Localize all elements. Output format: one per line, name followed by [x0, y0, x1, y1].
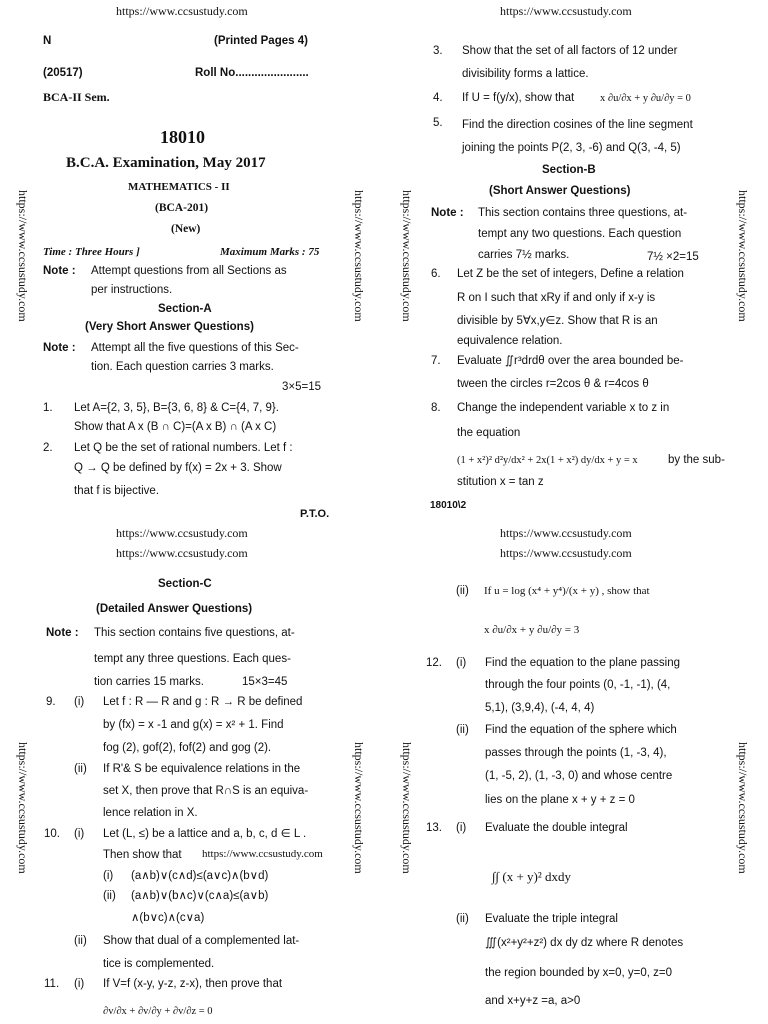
q9i-line-3: fog (2), gof(2), fof(2) and gog (2).: [103, 742, 272, 754]
side-url-left: https://www.ccsustudy.com: [400, 190, 414, 322]
q8-line-3: by the sub-: [668, 454, 725, 466]
q9i-line-2: by (fx) = x -1 and g(x) = x² + 1. Find: [103, 719, 284, 731]
header-url-2: https://www.ccsustudy.com: [116, 546, 248, 560]
header-url: https://www.ccsustudy.com: [500, 4, 632, 18]
q12i-line-2: through the four points (0, -1, -1), (4,: [485, 679, 671, 691]
section-a-note-2: tion. Each question carries 3 marks.: [91, 361, 274, 373]
page-bottom-left: [0, 512, 384, 1024]
q9ii-line-1: If R'& S be equivalence relations in the: [103, 763, 301, 775]
q10i-line-2: Then show that: [103, 849, 182, 861]
q10ii-number: (ii): [74, 935, 87, 947]
section-a-note-1: Attempt all the five questions of this Sec-: [91, 342, 299, 354]
q8-line-2: the equation: [457, 427, 521, 439]
q1-line-1: Let A={2, 3, 5}, B={3, 6, 8} & C={4, 7, 9}.: [74, 402, 279, 414]
q2-line-3: that f is bijective.: [74, 485, 160, 497]
q13-number: 13.: [426, 822, 442, 834]
q5-line-2: joining the points P(2, 3, -6) and Q(3, -4, 5): [462, 142, 681, 154]
q5-line-1: Find the direction cosines of the line segment: [462, 119, 693, 131]
q9ii-line-3: lence relation in X.: [103, 807, 198, 819]
section-c-subtitle: (Detailed Answer Questions): [96, 603, 253, 615]
q12i-line-1: Find the equation to the plane passing: [485, 657, 681, 669]
q7-line-2: tween the circles r=2cos θ & r=4cos θ: [457, 378, 649, 390]
q1-line-2: Show that A x (B ∩ C)=(A x B) ∩ (A x C): [74, 421, 277, 433]
exam-title: B.C.A. Examination, May 2017: [66, 155, 266, 171]
q6-line-4: equivalence relation.: [457, 335, 563, 347]
max-marks: Maximum Marks : 75: [220, 246, 320, 258]
paper-code-n: N: [43, 35, 52, 47]
section-a-marks: 3×5=15: [282, 381, 322, 393]
section-b-subtitle: (Short Answer Questions): [489, 185, 631, 197]
page-top-left: [0, 0, 384, 520]
q11i-number: (i): [74, 978, 85, 990]
section-c-note-label: Note :: [46, 627, 79, 639]
q1-number: 1.: [43, 402, 53, 414]
q11-number: 11.: [44, 978, 60, 990]
q12ii-line-2: passes through the points (1, -3, 4),: [485, 747, 667, 759]
q10i-line-1: Let (L, ≤) be a lattice and a, b, c, d ∈ L .: [103, 828, 307, 840]
q10ii-line-1: Show that dual of a complemented lat-: [103, 935, 300, 947]
q4-equation: x ∂u/∂x + y ∂u/∂y = 0: [600, 93, 691, 104]
q2-line-1: Let Q be the set of rational numbers. Let f :: [74, 442, 293, 454]
q12ii-line-3: (1, -5, 2), (1, -3, 0) and whose centre: [485, 770, 673, 782]
q6-line-2: R on I such that xRy if and only if x-y is: [457, 292, 656, 304]
q9-number: 9.: [46, 696, 56, 708]
q12i-number: (i): [456, 657, 467, 669]
q10-sub-i-number: (i): [103, 870, 114, 882]
q11ii-equation: x ∂u/∂x + y ∂u/∂y = 3: [484, 624, 580, 636]
footer-code: 18010\2: [430, 500, 467, 511]
q12i-line-3: 5,1), (3,9,4), (-4, 4, 4): [485, 702, 595, 714]
section-a-note-label: Note :: [43, 342, 76, 354]
q4-number: 4.: [433, 92, 443, 104]
q10-sub-i-equation: (a∧b)∨(c∧d)≤(a∨c)∧(b∨d): [131, 870, 269, 882]
q2-line-2: Q → Q be defined by f(x) = 2x + 3. Show: [74, 462, 282, 474]
q8-line-4: stitution x = tan z: [457, 476, 544, 488]
q10ii-line-2: tice is complemented.: [103, 958, 215, 970]
semester: BCA-II Sem.: [43, 90, 110, 104]
header-url: https://www.ccsustudy.com: [116, 4, 248, 18]
q10i-number: (i): [74, 828, 85, 840]
q12ii-line-1: Find the equation of the sphere which: [485, 724, 677, 736]
q8-equation: (1 + x²)² d²y/dx² + 2x(1 + x²) dy/dx + y = x: [457, 455, 638, 466]
section-b-title: Section-B: [542, 164, 596, 176]
page-bottom-right: [384, 512, 768, 1024]
page-top-right: [384, 0, 768, 512]
q12ii-number: (ii): [456, 724, 469, 736]
section-c-note-1: This section contains five questions, at-: [94, 627, 295, 639]
inline-url: https://www.ccsustudy.com: [202, 848, 323, 860]
note-text-2: per instructions.: [91, 284, 173, 296]
q11i-line-1: If V=f (x-y, y-z, z-x), then prove that: [103, 978, 283, 990]
section-c-marks: 15×3=45: [242, 676, 288, 688]
side-url-left: https://www.ccsustudy.com: [16, 190, 30, 322]
q2-number: 2.: [43, 442, 53, 454]
new-label: (New): [171, 223, 201, 235]
q9i-line-1: Let f : R — R and g : R → R be defined: [103, 696, 303, 708]
q6-line-1: Let Z be the set of integers, Define a relation: [457, 268, 684, 280]
side-url-right: https://www.ccsustudy.com: [352, 742, 366, 874]
note-text-1: Attempt questions from all Sections as: [91, 265, 287, 277]
section-c-note-2: tempt any three questions. Each ques-: [94, 653, 291, 665]
q12ii-line-4: lies on the plane x + y + z = 0: [485, 794, 635, 806]
roll-no: Roll No.......................: [195, 67, 309, 79]
q13i-line-1: Evaluate the double integral: [485, 822, 628, 834]
q10-sub-ii-equation-1: (a∧b)∨(b∧c)∨(c∧a)≤(a∨b): [131, 890, 269, 902]
header-url: https://www.ccsustudy.com: [116, 526, 248, 540]
q13i-number: (i): [456, 822, 467, 834]
q3-line-2: divisibility forms a lattice.: [462, 68, 589, 80]
q8-line-1: Change the independent variable x to z in: [457, 402, 670, 414]
q10-number: 10.: [44, 828, 60, 840]
q4-line-1: If U = f(y/x), show that: [462, 92, 575, 104]
paper-number: 18010: [160, 127, 205, 147]
q6-line-3: divisible by 5∀x,y∈z. Show that R is an: [457, 315, 658, 327]
q3-number: 3.: [433, 45, 443, 57]
q10-sub-ii-number: (ii): [103, 890, 116, 902]
q13ii-line-4: and x+y+z =a, a>0: [485, 995, 581, 1007]
q11i-equation: ∂v/∂x + ∂v/∂y + ∂v/∂z = 0: [103, 1006, 213, 1017]
section-a-title: Section-A: [158, 303, 212, 315]
section-c-title: Section-C: [158, 578, 212, 590]
q13ii-number: (ii): [456, 913, 469, 925]
subject: MATHEMATICS - II: [128, 181, 230, 193]
section-a-subtitle: (Very Short Answer Questions): [85, 321, 254, 333]
section-b-note-2: tempt any two questions. Each question: [478, 228, 682, 240]
q7-number: 7.: [431, 355, 441, 367]
q9ii-line-2: set X, then prove that R∩S is an equiva-: [103, 785, 309, 797]
time-label: Time : Three Hours ]: [43, 246, 140, 258]
q13ii-line-3: the region bounded by x=0, y=0, z=0: [485, 967, 673, 979]
q7-line-1: Evaluate ∬r³drdθ over the area bounded be-: [457, 355, 684, 367]
q11ii-line-1: If u = log (x⁴ + y⁴)/(x + y) , show that: [484, 585, 650, 597]
q11ii-number: (ii): [456, 585, 469, 597]
printed-pages: (Printed Pages 4): [214, 35, 308, 47]
q12-number: 12.: [426, 657, 442, 669]
side-url-right: https://www.ccsustudy.com: [736, 190, 750, 322]
section-b-marks: 7½ ×2=15: [647, 251, 699, 263]
q10-sub-ii-equation-2: ∧(b∨c)∧(c∨a): [131, 912, 205, 924]
header-url: https://www.ccsustudy.com: [500, 526, 632, 540]
section-c-note-3: tion carries 15 marks.: [94, 676, 204, 688]
q6-number: 6.: [431, 268, 441, 280]
side-url-right: https://www.ccsustudy.com: [352, 190, 366, 322]
course-code: (BCA-201): [155, 202, 209, 214]
q5-number: 5.: [433, 117, 443, 129]
header-url-2: https://www.ccsustudy.com: [500, 546, 632, 560]
side-url-right: https://www.ccsustudy.com: [736, 742, 750, 874]
q13ii-line-2: ∭(x²+y²+z²) dx dy dz where R denotes: [485, 937, 684, 949]
side-url-left: https://www.ccsustudy.com: [400, 742, 414, 874]
section-b-note-label: Note :: [431, 207, 464, 219]
q3-line-1: Show that the set of all factors of 12 under: [462, 45, 678, 57]
q13ii-line-1: Evaluate the triple integral: [485, 913, 618, 925]
note-label: Note :: [43, 265, 76, 277]
pto: P.T.O.: [300, 508, 330, 520]
section-b-note-1: This section contains three questions, at-: [478, 207, 688, 219]
section-b-note-3: carries 7½ marks.: [478, 249, 570, 261]
side-url-left: https://www.ccsustudy.com: [16, 742, 30, 874]
q13i-equation: ∫∫ (x + y)² dxdy: [492, 869, 572, 884]
q9ii-number: (ii): [74, 763, 87, 775]
q9i-number: (i): [74, 696, 85, 708]
paper-code: (20517): [43, 67, 83, 79]
q8-number: 8.: [431, 402, 441, 414]
